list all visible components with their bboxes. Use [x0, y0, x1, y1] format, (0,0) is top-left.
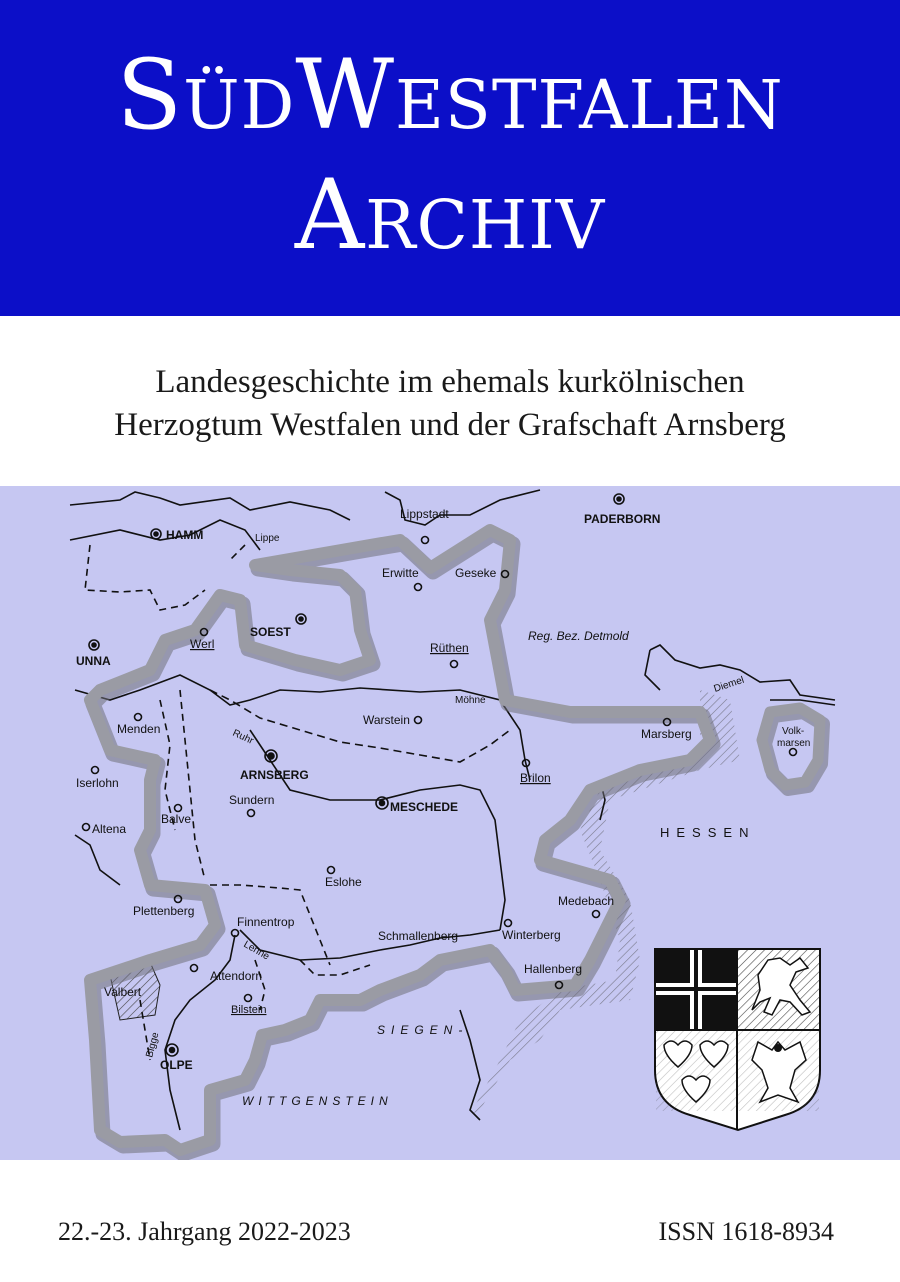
title-banner — [0, 0, 900, 316]
city-label-geseke: Geseke — [455, 566, 497, 580]
river-label-ruhr: Ruhr — [230, 727, 256, 747]
issn-text: ISSN 1618-8934 — [658, 1217, 834, 1246]
volume-text: 22.-23. Jahrgang 2022-2023 — [58, 1217, 351, 1246]
city-label-finnentrop: Finnentrop — [237, 915, 295, 929]
city-label-lippstadt: Lippstadt — [400, 507, 449, 521]
city-label-volkmarsen-2: marsen — [777, 738, 811, 749]
city-label-schmallenberg: Schmallenberg — [378, 929, 459, 943]
city-label-iserlohn: Iserlohn — [76, 776, 119, 790]
title-line-2: Archiv — [294, 159, 606, 271]
river-label-lenne: Lenne — [241, 939, 272, 963]
city-label-hallenberg: Hallenberg — [524, 962, 583, 976]
city-label-soest: SOEST — [250, 625, 291, 639]
city-label-altena: Altena — [92, 822, 127, 836]
city-label-brilon: Brilon — [520, 771, 551, 785]
city-label-arnsberg: ARNSBERG — [240, 768, 309, 782]
city-label-plettenberg: Plettenberg — [133, 904, 195, 918]
city-label-ruethen: Rüthen — [430, 641, 469, 655]
region-label-reg-bez-detmold: Reg. Bez. Detmold — [528, 629, 629, 643]
subtitle-line-1: Landesgeschichte im ehemals kurkölnischen — [155, 364, 745, 400]
coat-of-arms — [655, 949, 820, 1130]
city-label-warstein: Warstein — [363, 713, 410, 727]
title-line-1: SüdWestfalen — [116, 39, 784, 151]
river-label-lippe: Lippe — [255, 533, 280, 544]
region-label-siegen: SIEGEN- — [377, 1023, 469, 1037]
subtitle-line-2: Herzogtum Westfalen und der Grafschaft Arnsberg — [114, 407, 786, 443]
city-label-werl: Werl — [190, 637, 215, 651]
city-label-meschede: MESCHEDE — [390, 800, 459, 814]
city-label-paderborn: PADERBORN — [584, 512, 661, 526]
city-label-menden: Menden — [117, 722, 161, 736]
historical-map — [0, 486, 900, 1160]
city-label-sundern: Sundern — [229, 793, 275, 807]
city-label-eslohe: Eslohe — [325, 875, 362, 889]
river-label-diemel: Diemel — [712, 674, 746, 695]
river-label-moehne: Möhne — [455, 695, 486, 706]
city-label-volkmarsen-1: Volk- — [782, 726, 805, 737]
city-label-medebach: Medebach — [558, 894, 615, 908]
city-label-olpe: OLPE — [160, 1058, 193, 1072]
river-label-bigge: Bigge — [144, 1031, 162, 1059]
city-label-valbert: Valbert — [104, 985, 142, 999]
map-drawing — [0, 486, 900, 1160]
region-label-hessen: HESSEN — [660, 825, 756, 840]
city-label-hamm: HAMM — [166, 528, 204, 542]
city-label-balve: Balve — [161, 812, 192, 826]
city-label-marsberg: Marsberg — [641, 727, 692, 741]
city-label-winterberg: Winterberg — [502, 928, 561, 942]
city-label-attendorn: Attendorn — [210, 969, 263, 983]
city-label-unna: UNNA — [76, 654, 111, 668]
city-label-erwitte: Erwitte — [382, 566, 419, 580]
city-label-bilstein: Bilstein — [231, 1004, 267, 1016]
region-label-wittgenstein: WITTGENSTEIN — [242, 1094, 393, 1108]
